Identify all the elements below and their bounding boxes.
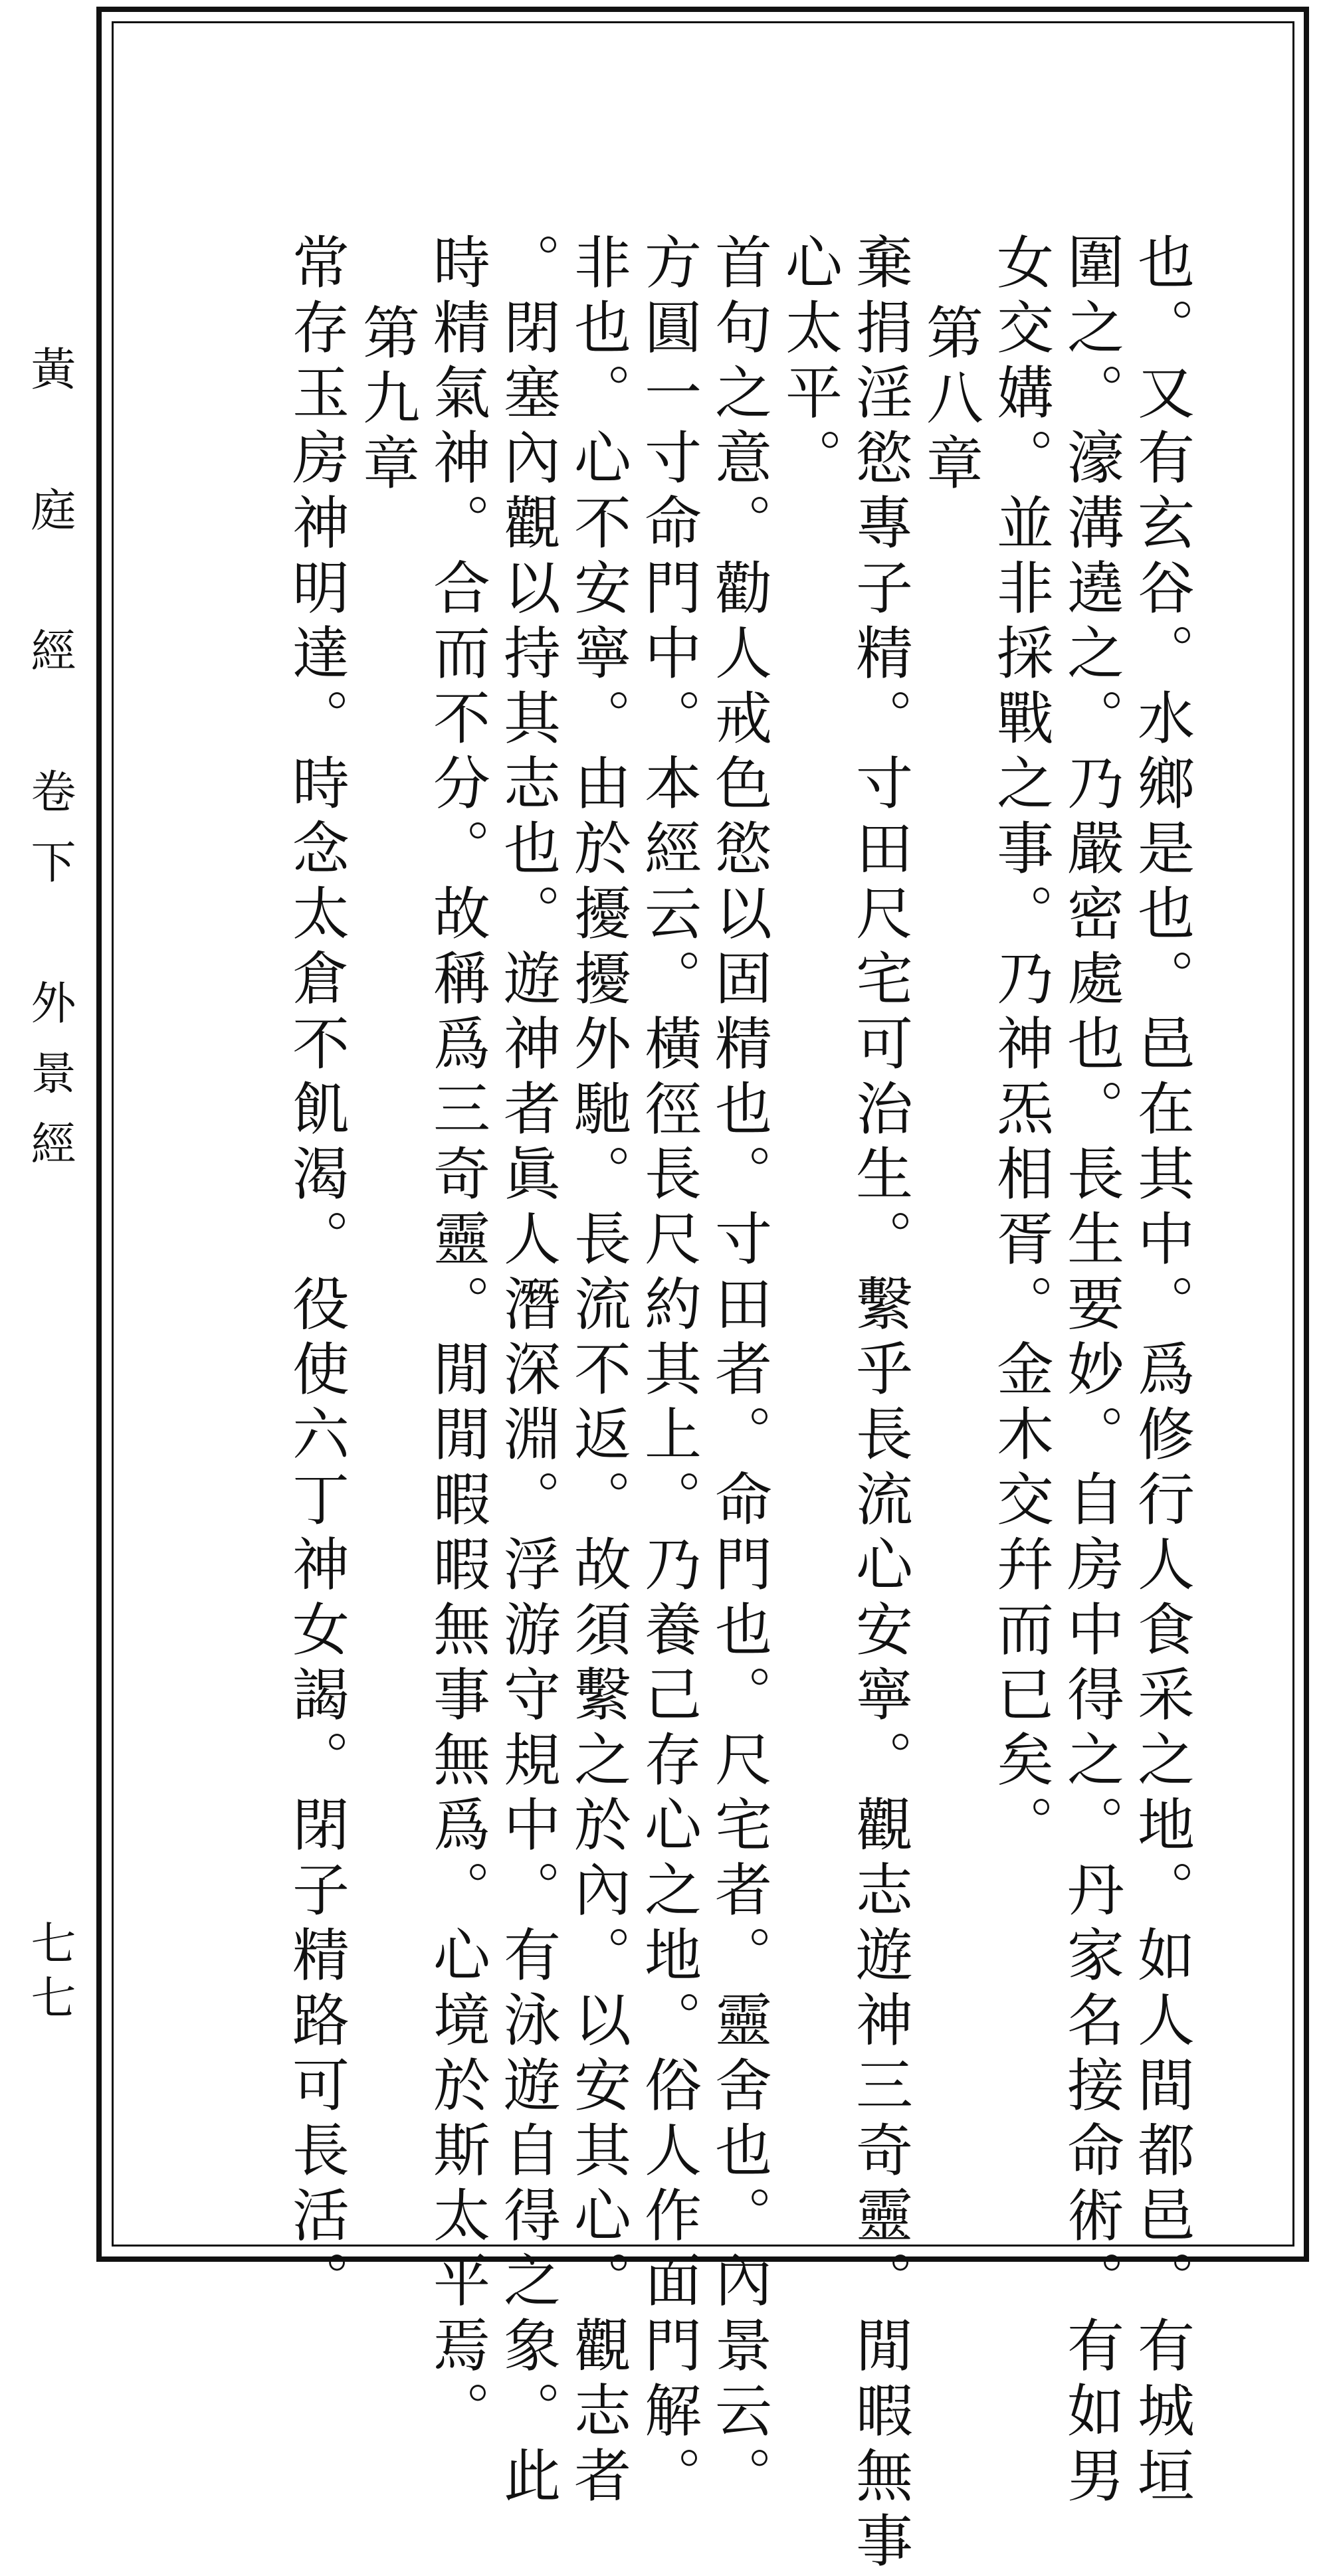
commentary-column: 非也。心不安寧。由於擾擾外馳。長流不返。故須繫之於內。以安其心。觀志者 xyxy=(564,232,631,2511)
main-text xyxy=(159,232,1196,2576)
commentary-column: 方圓一寸命門中。本經云。橫徑長尺約其上。乃養己存心之地。俗人作面門解。 xyxy=(635,232,701,2511)
text-column: 也。又有玄谷。水鄉是也。邑在其中。爲修行人食采之地。如人間都邑。有城垣 xyxy=(1128,232,1194,2511)
running-head-title: 黃 庭 經 卷下 外景經 xyxy=(23,345,76,1190)
text-column: 圍之。濠溝遶之。乃嚴密處也。長生要妙。自房中得之。丹家名接命術。有如男 xyxy=(1057,232,1124,2511)
chapter-heading: 第八章 xyxy=(916,303,983,498)
verse-column: 常存玉房神明達。時念太倉不飢渴。役使六丁神女謁。閉子精路可長活。 xyxy=(282,232,349,2316)
verse-column: 心太平。 xyxy=(775,232,842,493)
commentary-column: 。閉塞內觀以持其志也。遊神者眞人潛深淵。浮游守規中。有泳遊自得之象。此 xyxy=(494,232,560,2511)
text-column: 女交媾。並非採戰之事。乃神炁相胥。金木交幷而已矣。 xyxy=(987,232,1053,1860)
verse-column: 棄捐淫慾專子精。寸田尺宅可治生。繫乎長流心安寧。觀志遊神三奇靈。閒暇無事 xyxy=(846,232,912,2576)
commentary-column: 首句之意。勸人戒色慾以固精也。寸田者。命門也。尺宅者。靈舍也。內景云。 xyxy=(705,232,771,2511)
commentary-column: 時精氣神。合而不分。故稱爲三奇靈。閒閒暇暇無事無爲。心境於斯太平焉。 xyxy=(423,232,490,2446)
page-number: 七七 xyxy=(23,1920,76,2029)
chapter-heading: 第九章 xyxy=(353,303,419,498)
